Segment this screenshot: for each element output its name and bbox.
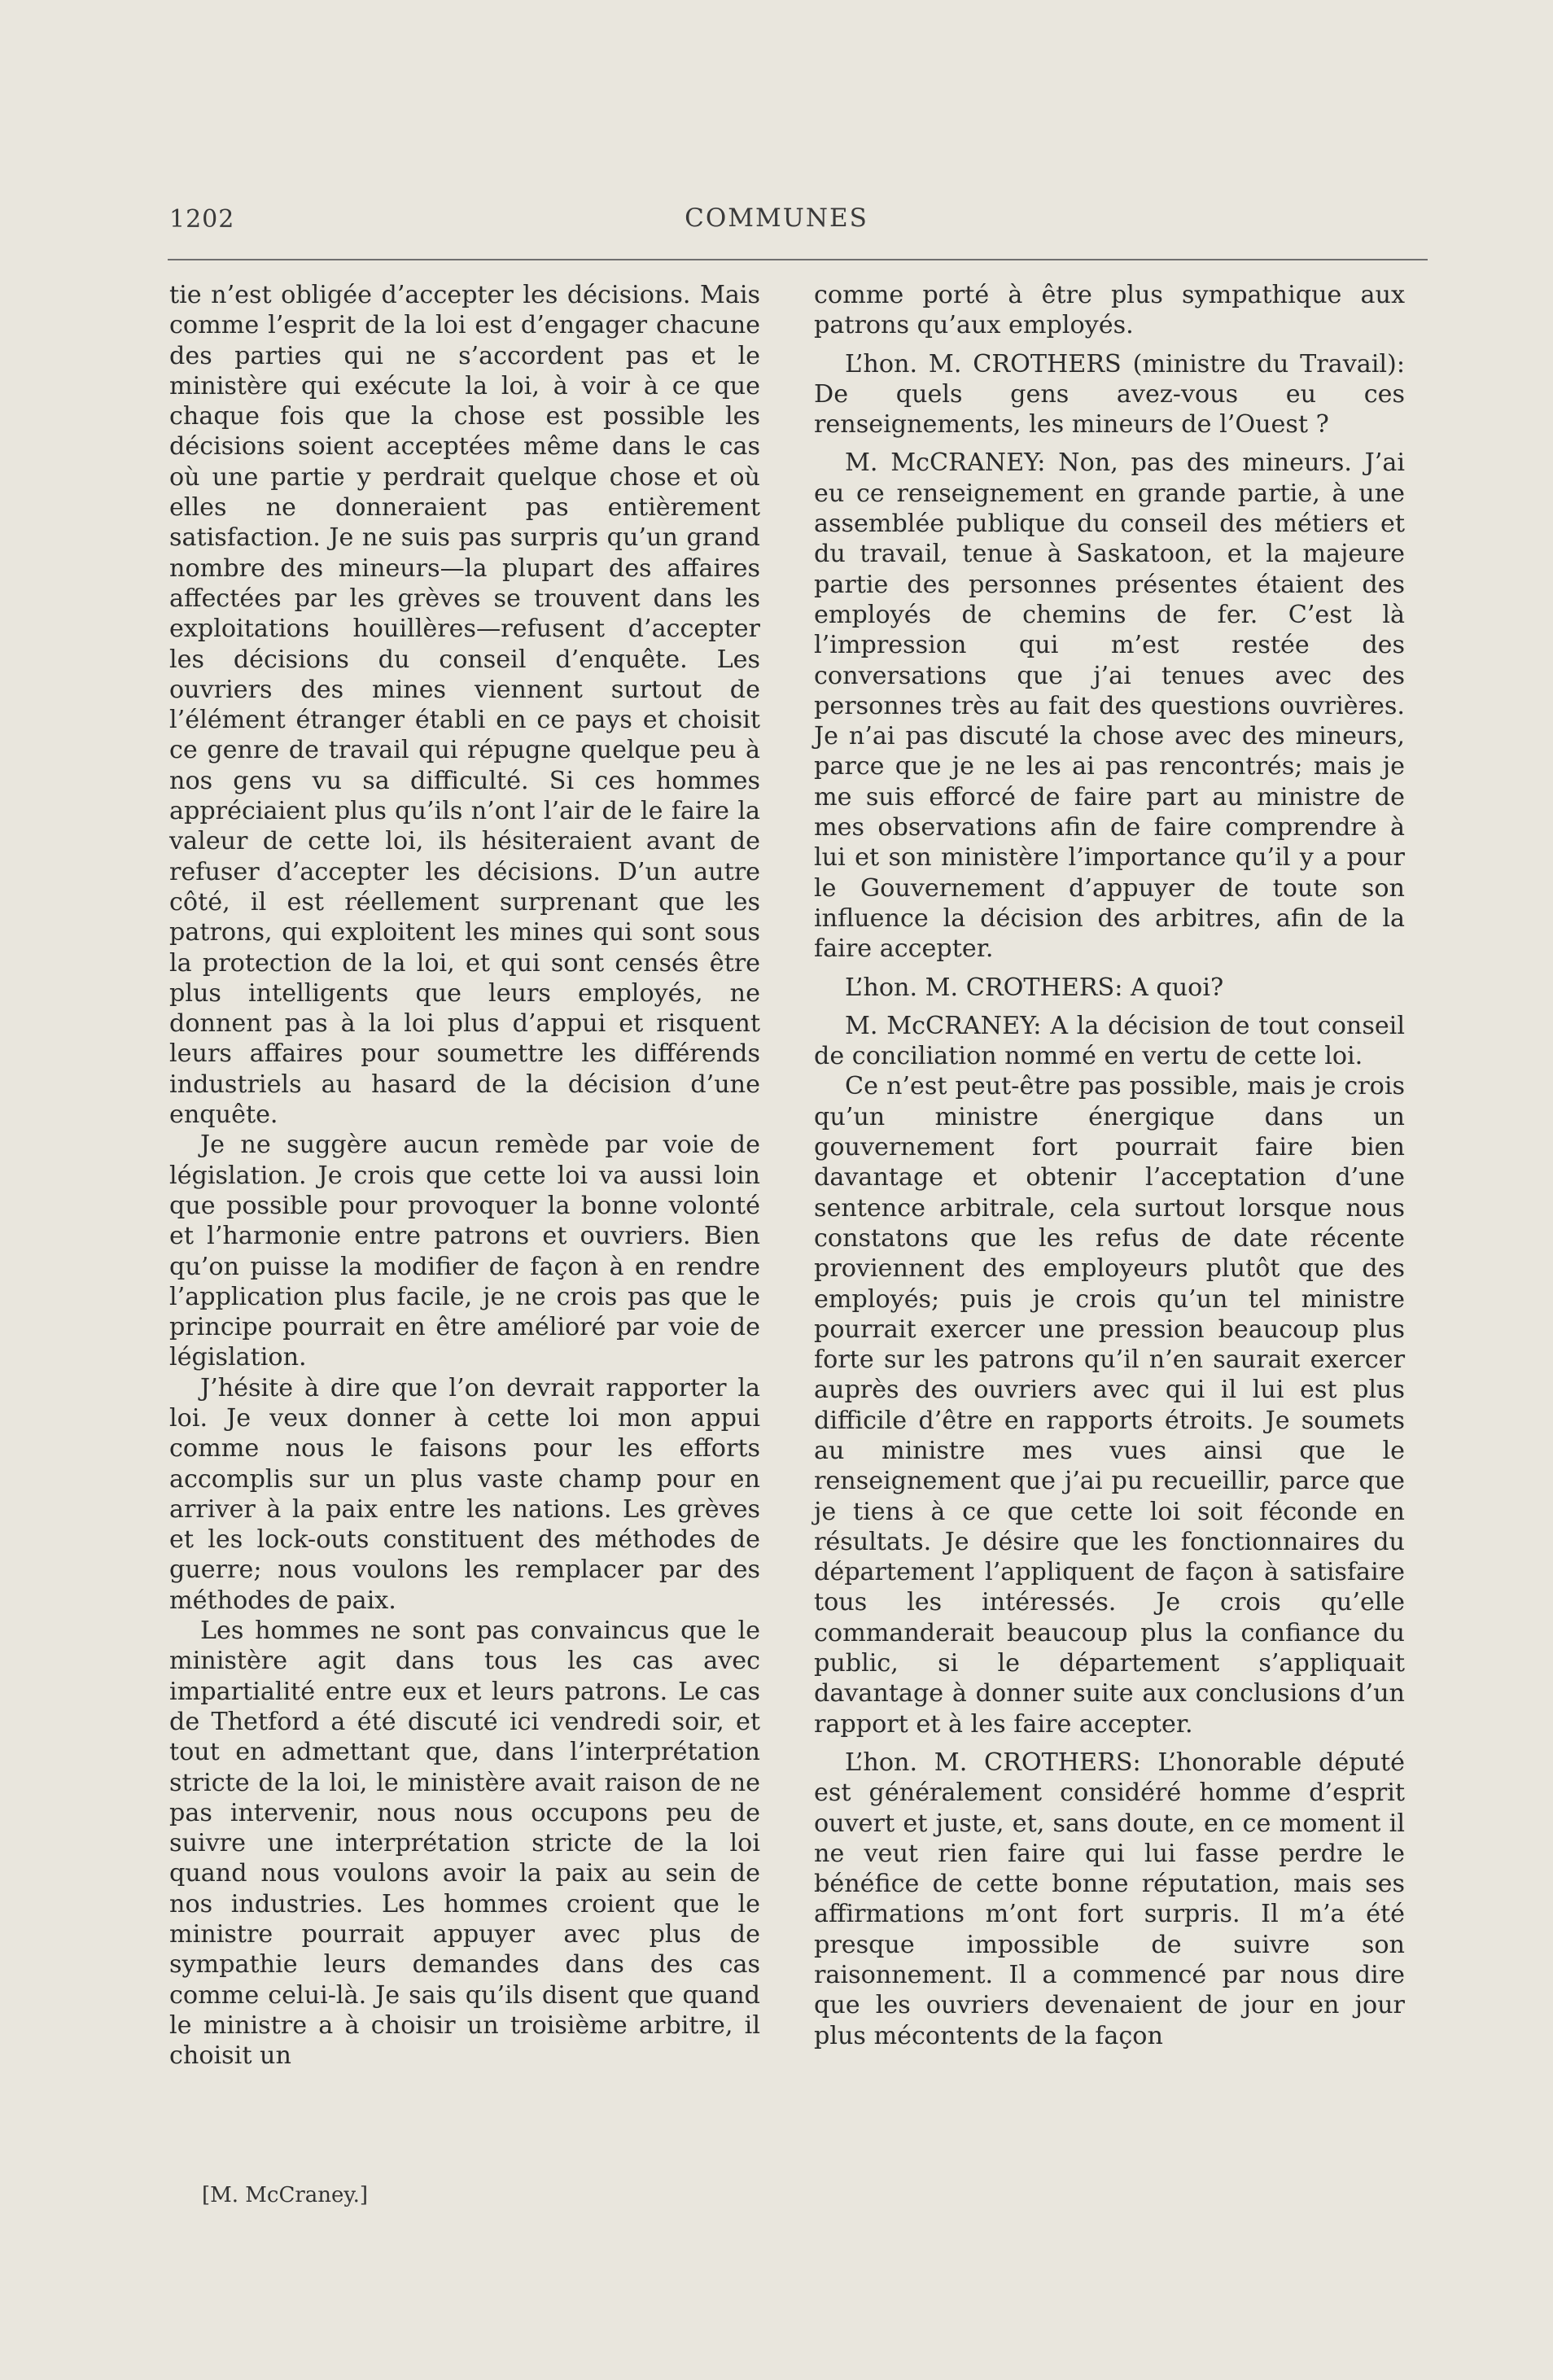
speaker-reference: [M. McCraney.] <box>202 2183 369 2207</box>
paragraph: M. McCRANEY: A la décision de tout conseil de conciliation nommé en vertu de cette loi. <box>814 1011 1405 1071</box>
paragraph: Les hommes ne sont pas convaincus que le ministère agit dans tous les cas avec impartialité entre eux et leurs patrons. Le cas de Thetford a été discuté ici vendredi soir, et tout en admettant que, dans l’interprétation stricte de la loi, le ministère avait raison de ne pas intervenir, nous nous occupons peu de suivre une interprétation stricte de la loi quand nous voulons avoir la paix au sein de nos industries. Les hommes croient que le ministre pourrait appuyer avec plus de sympathie leurs demandes dans des cas comme celui-là. Je sais qu’ils disent que quand le ministre a à choisir un troisième arbitre, il choisit un <box>169 1617 760 2071</box>
paragraph: M. McCRANEY: Non, pas des mineurs. J’ai eu ce renseignement en grande partie, à une assemblée publique du conseil des métiers et du travail, tenue à Saskatoon, et la majeure partie des personnes présentes étaient des employés de chemins de fer. C’est là l’impression qui m’est restée des conversations que j’ai tenues avec des personnes très au fait des questions ouvrières. Je n’ai pas discuté la chose avec des mineurs, parce que je ne les ai pas rencontrés; mais je me suis efforcé de faire part au ministre de mes observations afin de faire comprendre à lui et son ministère l’importance qu’il y a pour le Gouvernement d’appuyer de toute son influence la décision des arbitres, afin de la faire accepter. <box>814 448 1405 964</box>
header-rule <box>168 259 1428 260</box>
paragraph: J’hésite à dire que l’on devrait rapporter la loi. Je veux donner à cette loi mon appui comme nous le faisons pour les efforts accomplis sur un plus vaste champ pour en arriver à la paix entre les nations. Les grèves et les lock-outs constituent des méthodes de guerre; nous voulons les remplacer par des méthodes de paix. <box>169 1373 760 1615</box>
paragraph: Je ne suggère aucun remède par voie de législation. Je crois que cette loi va aussi loin que possible pour provoquer la bonne volonté et l’harmonie entre patrons et ouvriers. Bien qu’on puisse la modifier de façon à en rendre l’application plus facile, je ne crois pas que le principe pourrait en être amélioré par voie de législation. <box>169 1131 760 1372</box>
right-column <box>814 280 1405 2051</box>
paragraph: L’hon. M. CROTHERS (ministre du Travail): De quels gens avez-vous eu ces renseignements, les mineurs de l’Ouest ? <box>814 349 1405 440</box>
left-column <box>169 280 760 2072</box>
paragraph: L’hon. M. CROTHERS: A quoi? <box>845 973 1224 1002</box>
page-number: 1202 <box>169 205 235 234</box>
paragraph: comme porté à être plus sympathique aux patrons qu’aux employés. <box>814 281 1405 340</box>
paragraph: L’hon. M. CROTHERS: L’honorable député est généralement considéré homme d’esprit ouvert et juste, et, sans doute, en ce moment il ne veut rien faire qui lui fasse perdre le bénéfice de cette bonne réputation, mais ses affirmations m’ont fort surpris. Il m’a été presque impossible de suivre son raisonnement. Il a commencé par nous dire que les ouvriers devenaient de jour en jour plus mécontents de la façon <box>814 1748 1405 2050</box>
paragraph: tie n’est obligée d’accepter les décisions. Mais comme l’esprit de la loi est d’engager chacune des parties qui ne s’accordent pas et le ministère qui exécute la loi, à voir à ce que chaque fois que la chose est possible les décisions soient acceptées même dans le cas où une partie y perdrait quelque chose et où elles ne donneraient pas entièrement satisfaction. Je ne suis pas surpris qu’un grand nombre des mineurs—la plupart des affaires affectées par les grèves se trouvent dans les exploitations houillères—refusent d’accepter les décisions du conseil d’enquête. Les ouvriers des mines viennent surtout de l’élément étranger établi en ce pays et choisit ce genre de travail qui répugne quelque peu à nos gens vu sa difficulté. Si ces hommes appréciaient plus qu’ils n’ont l’air de le faire la valeur de cette loi, ils hésiteraient avant de refuser d’accepter les décisions. D’un autre côté, il est réellement surprenant que les patrons, qui exploitent les mines qui sont sous la protection de la loi, et qui sont censés être plus intelligents que leurs employés, ne donnent pas à la loi plus d’appui et risquent leurs affaires pour soumettre les différends industriels au hasard de la décision d’une enquête. <box>169 281 760 1130</box>
paragraph: Ce n’est peut-être pas possible, mais je crois qu’un ministre énergique dans un gouvernement fort pourrait faire bien davantage et obtenir l’acceptation d’une sentence arbitrale, cela surtout lorsque nous constatons que les refus de date récente proviennent des employeurs plutôt que des employés; puis je crois qu’un tel ministre pourrait exercer une pression beaucoup plus forte sur les patrons qu’il n’en saurait exercer auprès des ouvriers avec qui il lui est plus difficile d’être en rapports étroits. Je soumets au ministre mes vues ainsi que le renseignement que j’ai pu recueillir, parce que je tiens à ce que cette loi soit féconde en résultats. Je désire que les fonctionnaires du département l’appliquent de façon à satisfaire tous les intéressés. Je crois qu’elle commanderait beaucoup plus la confiance du public, si le département s’appliquait davantage à donner suite aux conclusions d’un rapport et à les faire accepter. <box>814 1072 1405 1739</box>
running-head: COMMUNES <box>685 203 868 233</box>
